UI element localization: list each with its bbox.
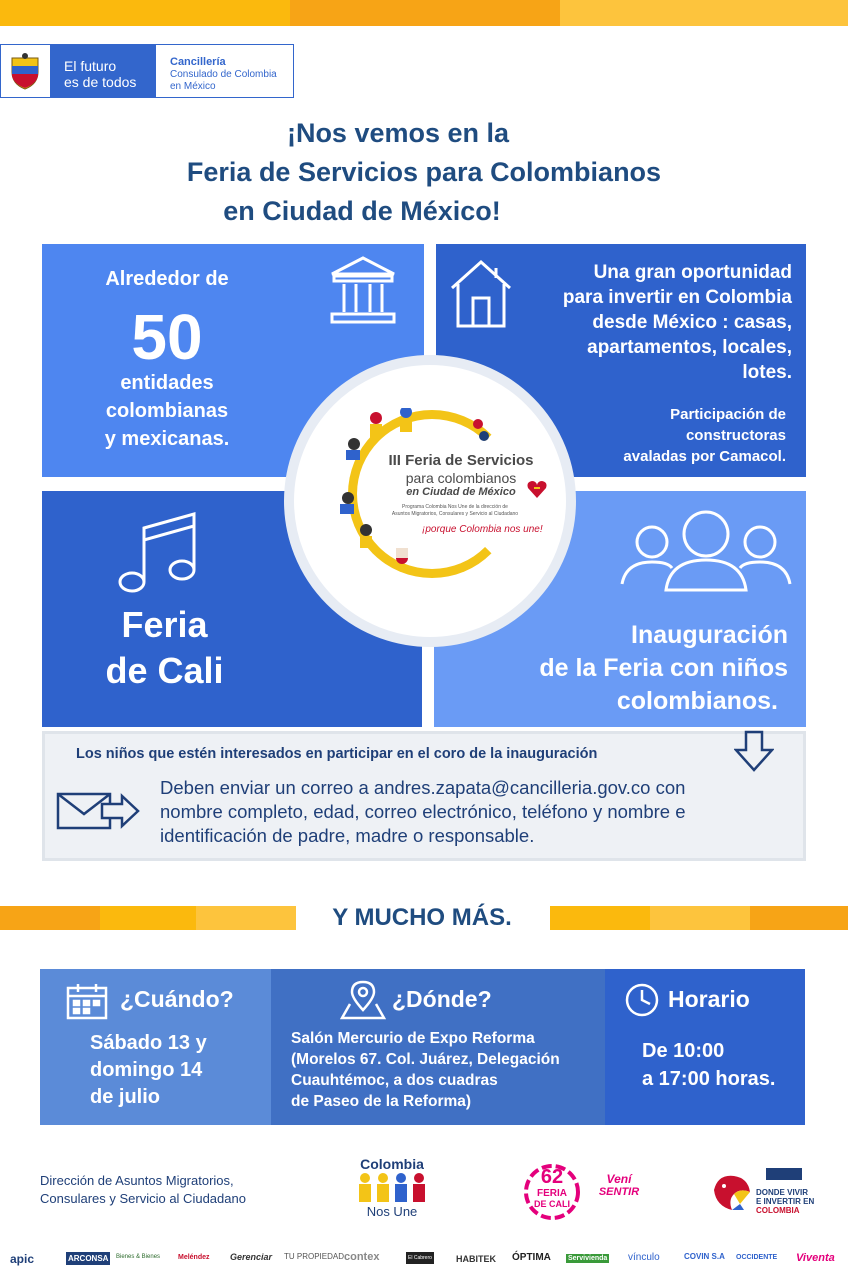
investment-note1: Participación de: [670, 406, 786, 423]
where-line3: Cuauhtémoc, a dos cuadras: [291, 1072, 498, 1089]
mail-forward-icon: [56, 790, 140, 832]
info-body-line2: nombre completo, edad, correo electrónico, teléfono y nombre e: [160, 801, 686, 822]
sponsor-logo: Servivienda: [568, 1255, 608, 1262]
when-label: ¿Cuándo?: [120, 986, 234, 1012]
clock-icon: [624, 982, 660, 1018]
inauguration-line2: de la Feria con niños: [539, 654, 788, 682]
sponsor-logo: Gerenciar: [230, 1252, 273, 1262]
investment-line2: para invertir en Colombia: [562, 287, 792, 308]
divider-stripe-right-3: [750, 906, 848, 930]
entities-number: 50: [131, 301, 203, 373]
department-line1: Dirección de Asuntos Migratorios,: [40, 1173, 234, 1188]
entities-line3: y mexicanas.: [104, 428, 230, 450]
sponsor-logo: ÓPTIMA: [512, 1252, 551, 1263]
veni-line2: SENTIR: [598, 1186, 640, 1198]
department-line2: Consulares y Servicio al Ciudadano: [40, 1191, 246, 1206]
divider-stripe-right-2: [650, 906, 750, 930]
investment-line5: lotes.: [742, 362, 792, 383]
camacol-line2: E INVERTIR EN: [756, 1197, 815, 1206]
logo-title-line1: III Feria de Servicios: [388, 452, 534, 469]
camacol-line3: COLOMBIA: [756, 1206, 800, 1215]
colombia-nos-une-sub: Nos Une: [366, 1204, 418, 1219]
sponsor-logo: Bienes & Bienes: [116, 1254, 161, 1260]
music-note-icon: [112, 510, 202, 600]
inauguration-line3: colombianos.: [616, 687, 778, 715]
parrot-logo-icon: [710, 1170, 754, 1212]
logo-heart-icon: [526, 478, 548, 500]
page-title-line1: ¡Nos vemos en la: [286, 118, 510, 148]
logo-program-line1: Programa Colombia Nos Une de la dirección de: [402, 504, 508, 510]
feria-cali-word: FERIA: [537, 1188, 567, 1199]
sponsor-logo: Meléndez: [178, 1254, 210, 1261]
schedule-line1: De 10:00: [642, 1040, 725, 1062]
top-stripe-orange: [290, 0, 560, 26]
gov-slogan-line1: El futuro: [64, 58, 117, 74]
page-title-line2: Feria de Servicios para Colombianos: [186, 157, 662, 187]
investment-line1: Una gran oportunidad: [593, 262, 792, 283]
sponsor-logo: El Cabrero: [406, 1252, 434, 1264]
sponsor-logo: ARCONSA: [68, 1254, 109, 1263]
divider-stripe-left-1: [0, 906, 100, 930]
investment-line3: desde México : casas,: [592, 312, 792, 333]
page-title-line3: en Ciudad de México!: [223, 196, 501, 226]
divider-stripe-left-2: [100, 906, 196, 930]
logo-title-line3: en Ciudad de México: [406, 486, 516, 498]
government-building-icon: [328, 254, 398, 326]
entities-line1: entidades: [120, 372, 214, 394]
logo-slogan: ¡porque Colombia nos une!: [422, 524, 543, 535]
feria-cali-city: DE CALI: [534, 1199, 570, 1209]
top-stripe-yellow: [0, 0, 290, 26]
investment-note2: constructoras: [685, 427, 786, 444]
cali-line2: de Cali: [105, 650, 224, 691]
sponsor-logo: HABITEK: [456, 1254, 496, 1264]
sponsor-logo: COVIN S.A: [684, 1252, 725, 1261]
where-line2: (Morelos 67. Col. Juárez, Delegación: [291, 1051, 560, 1068]
where-line4: de Paseo de la Reforma): [291, 1093, 472, 1110]
info-heading: Los niños que estén interesados en participar en el coro de la inauguración: [76, 746, 598, 762]
info-body-line3: identificación de padre, madre o responsable.: [160, 825, 535, 846]
cali-line1: Feria: [121, 604, 208, 645]
coat-of-arms-icon: [8, 52, 42, 90]
consulate-line2: en México: [170, 81, 216, 92]
calendar-icon: [66, 982, 108, 1020]
schedule-line2: a 17:00 horas.: [642, 1068, 776, 1090]
sponsor-logo: contex: [344, 1251, 380, 1263]
camacol-line1: DONDE VIVIR: [756, 1188, 809, 1197]
info-body-line1: Deben enviar un correo a andres.zapata@cancilleria.gov.co con: [160, 777, 686, 798]
consulate-line1: Consulado de Colombia: [170, 69, 277, 80]
sponsor-logo: TU PROPIEDAD: [284, 1252, 345, 1261]
when-line2: domingo 14: [90, 1059, 203, 1081]
divider-stripe-right-1: [550, 906, 650, 930]
logo-title-line2: para colombianos: [405, 470, 517, 486]
map-pin-icon: [340, 980, 386, 1020]
divider-stripe-left-3: [196, 906, 296, 930]
colombia-nos-une-title: Colombia: [360, 1156, 424, 1172]
schedule-label: Horario: [668, 986, 750, 1012]
feria-cali-number: 62: [540, 1166, 564, 1188]
logo-program-line2: Asuntos Migratorios, Consulares y Servicio al Ciudadano: [391, 511, 519, 517]
sponsor-strip: [0, 1244, 848, 1280]
investment-note3: avaladas por Camacol.: [623, 448, 786, 465]
investment-line4: apartamentos, locales,: [587, 337, 792, 358]
where-label: ¿Dónde?: [392, 986, 492, 1012]
entities-line2: colombianas: [105, 400, 229, 422]
people-group-icon: [618, 506, 794, 592]
top-stripe-pale: [560, 0, 848, 26]
sponsor-logo: Viventa: [796, 1252, 835, 1264]
entities-intro: Alrededor de: [105, 268, 229, 290]
when-line1: Sábado 13 y: [90, 1032, 207, 1054]
veni-line1: Vení: [606, 1172, 632, 1186]
when-line3: de julio: [90, 1086, 160, 1108]
sponsor-logo: OCCIDENTE: [736, 1254, 778, 1261]
inauguration-line1: Inauguración: [631, 621, 788, 649]
sponsor-logo: vínculo: [628, 1252, 660, 1263]
more-heading: Y MUCHO MÁS.: [332, 904, 512, 931]
camacol-badge: [766, 1168, 802, 1180]
gov-slogan-line2: es de todos: [64, 74, 137, 90]
ministry-name: Cancillería: [170, 56, 226, 68]
colombia-nos-une-figures-icon: [356, 1172, 428, 1204]
down-arrow-icon: [734, 730, 774, 772]
where-line1: Salón Mercurio de Expo Reforma: [291, 1030, 535, 1047]
sponsor-logo: apic: [10, 1252, 35, 1266]
